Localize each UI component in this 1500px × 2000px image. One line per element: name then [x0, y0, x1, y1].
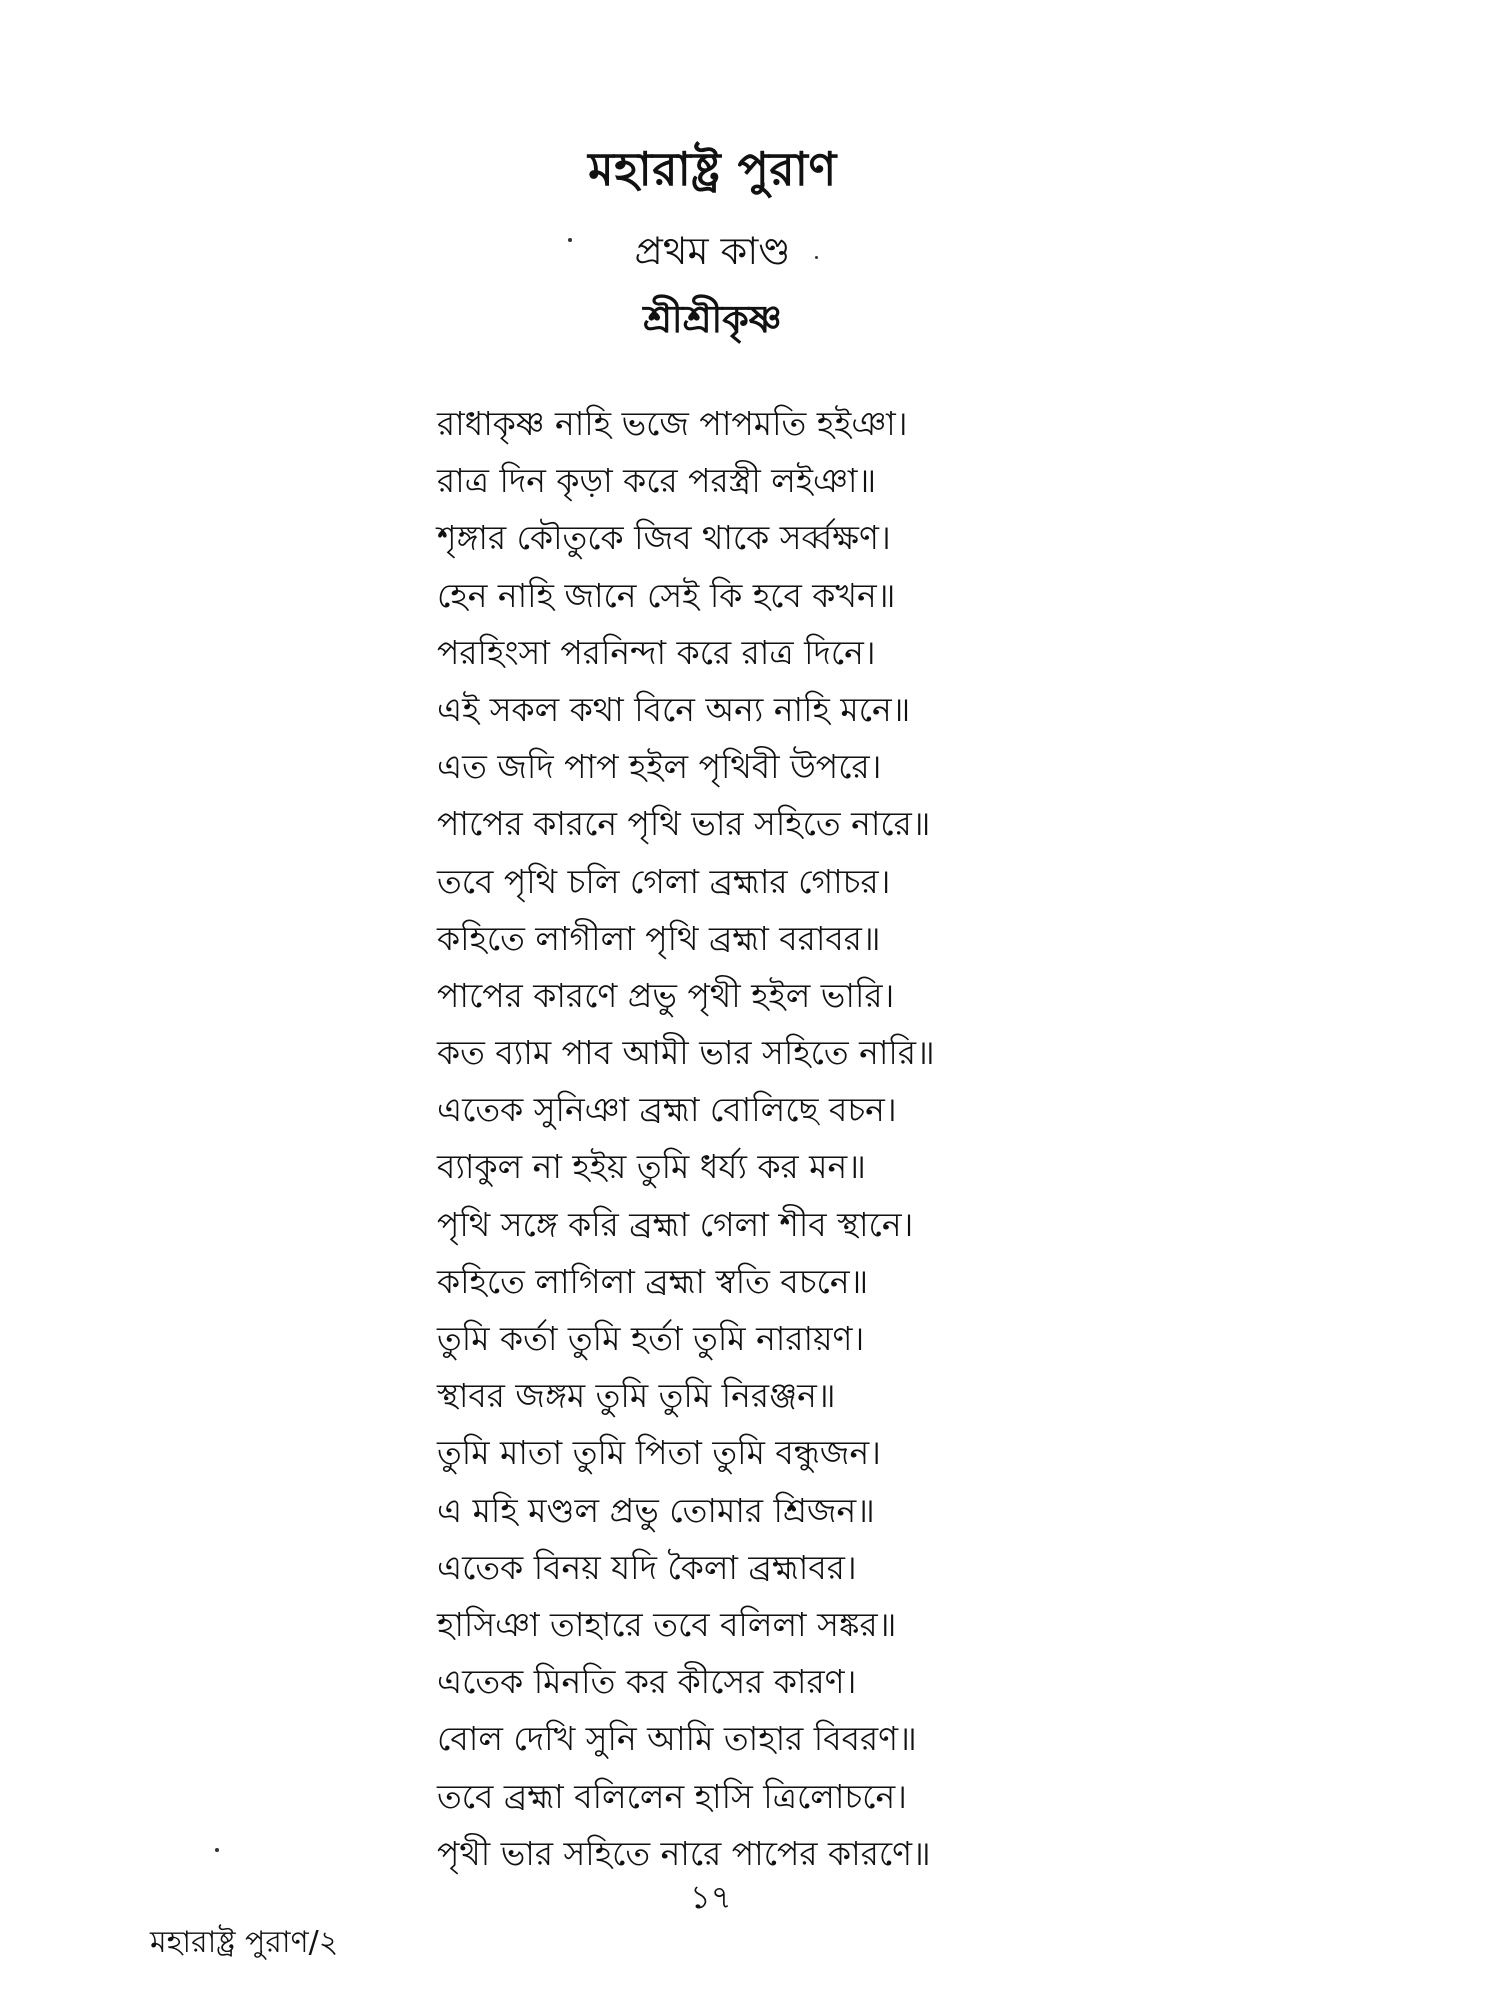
verse-line: পাপের কারণে প্রভু পৃথী হইল ভারি। — [437, 975, 895, 1015]
verse-line: এতেক মিনতি কর কীসের কারণ। — [437, 1662, 857, 1702]
invocation-heading: শ্রীশ্রীকৃষ্ণ — [643, 297, 782, 341]
verse-line: পরহিংসা পরনিন্দা করে রাত্র দিনে। — [437, 632, 876, 672]
verse-line: তুমি মাতা তুমি পিতা তুমি বন্ধুজন। — [437, 1433, 881, 1473]
verse-line: এই সকল কথা বিনে অন্য নাহি মনে॥ — [437, 689, 911, 729]
verse-line: রাধাকৃষ্ণ নাহি ভজে পাপমতি হইঞা। — [437, 404, 908, 443]
verse-line: স্থাবর জঙ্গম তুমি তুমি নিরঞ্জন॥ — [437, 1376, 836, 1416]
verse-line: তবে ব্রহ্মা বলিলেন হাসি ত্রিলোচনে। — [437, 1776, 907, 1816]
paper-speck — [215, 1848, 219, 1852]
verse-line: বোল দেখি সুনি আমি তাহার বিবরণ॥ — [437, 1719, 917, 1759]
running-footer-title: মহারাষ্ট্র পুরাণ/২ — [150, 1925, 339, 1960]
verse-line: এতেক সুনিঞা ব্রহ্মা বোলিছে বচন। — [437, 1090, 897, 1130]
verse-line: হেন নাহি জানে সেই কি হবে কখন॥ — [437, 575, 896, 615]
verse-line: এতেক বিনয় যদি কৈলা ব্রহ্মাবর। — [437, 1547, 857, 1587]
verse-line: পৃথী ভার সহিতে নারে পাপের কারণে॥ — [437, 1833, 931, 1873]
verse-line: তুমি কর্তা তুমি হর্তা তুমি নারায়ণ। — [437, 1319, 865, 1358]
verse-line: শৃঙ্গার কৌতুকে জিব থাকে সর্ব্বক্ষণ। — [437, 518, 891, 558]
paper-speck — [815, 256, 818, 259]
paper-speck — [568, 238, 572, 242]
verse-line: এত জদি পাপ হইল পৃথিবী উপরে। — [437, 747, 882, 787]
verse-line: পৃথি সঙ্গে করি ব্রহ্মা গেলা শীব স্থানে। — [437, 1204, 914, 1244]
verse-line: ব্যাকুল না হইয় তুমি ধর্য্য কর মন॥ — [437, 1147, 866, 1187]
verse-line: কহিতে লাগীলা পৃথি ব্রহ্মা বরাবর॥ — [437, 918, 881, 958]
verse-line: রাত্র দিন কৃড়া করে পরস্ত্রী লইঞা॥ — [437, 461, 877, 501]
page-number: ১৭ — [690, 1878, 732, 1916]
verse-line: হাসিঞা তাহারে তবে বলিলা সঙ্কর॥ — [437, 1604, 897, 1644]
verse-line: এ মহি মণ্ডল প্রভু তোমার শ্রিজন॥ — [437, 1490, 875, 1530]
verse-line: তবে পৃথি চলি গেলা ব্রহ্মার গোচর। — [437, 861, 891, 901]
verse-line: কহিতে লাগিলা ব্রহ্মা স্বতি বচনে॥ — [437, 1261, 869, 1301]
page-title: মহারাষ্ট্র পুরাণ — [588, 142, 837, 196]
section-subtitle: প্রথম কাণ্ড — [634, 229, 791, 273]
verse-list — [437, 395, 1437, 1882]
verse-line: কত ব্যাম পাব আমী ভার সহিতে নারি॥ — [437, 1033, 935, 1073]
verse-line: পাপের কারনে পৃথি ভার সহিতে নারে॥ — [437, 804, 931, 844]
